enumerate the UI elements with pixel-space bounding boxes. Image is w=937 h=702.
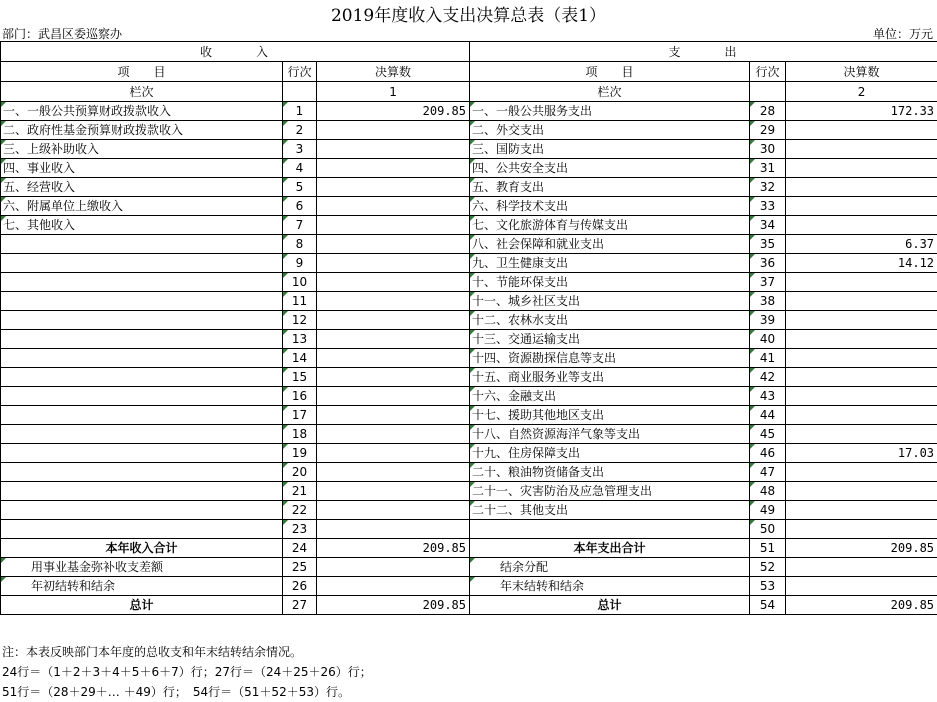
income-row-number[interactable]: 8: [283, 235, 317, 254]
income-amount[interactable]: [317, 140, 470, 159]
income-grand-total-label[interactable]: 总计: [1, 596, 283, 615]
expense-item-label[interactable]: [470, 520, 750, 539]
income-item-label[interactable]: [1, 444, 283, 463]
expense-amount[interactable]: [786, 463, 937, 482]
table-row: [1, 235, 937, 254]
notes: [0, 642, 937, 702]
income-year-total-amount[interactable]: 209.85: [317, 539, 470, 558]
income-item-label[interactable]: [1, 387, 283, 406]
income-item-label[interactable]: [1, 235, 283, 254]
expense-amount[interactable]: 14.12: [786, 254, 937, 273]
expense-amount[interactable]: [786, 482, 937, 501]
income-amount-header[interactable]: 决算数: [317, 62, 470, 82]
income-amount[interactable]: [317, 463, 470, 482]
expense-amount[interactable]: [786, 292, 937, 311]
expense-amount[interactable]: [786, 349, 937, 368]
expense-item-label[interactable]: 十二、农林水支出: [470, 311, 750, 330]
expense-distribution-amount[interactable]: [786, 558, 937, 577]
income-row-number[interactable]: 21: [283, 482, 317, 501]
income-amount[interactable]: [317, 254, 470, 273]
expense-item-label[interactable]: 十三、交通运输支出: [470, 330, 750, 349]
table-row: [1, 178, 937, 197]
expense-amount[interactable]: [786, 387, 937, 406]
income-row-number[interactable]: 11: [283, 292, 317, 311]
income-lanci-label[interactable]: 栏次: [1, 82, 283, 102]
expense-row-number[interactable]: 30: [750, 140, 786, 159]
expense-item-label[interactable]: 十一、城乡社区支出: [470, 292, 750, 311]
income-item-label[interactable]: [1, 330, 283, 349]
income-row-number[interactable]: 13: [283, 330, 317, 349]
expense-row-number[interactable]: 49: [750, 501, 786, 520]
expense-row-number[interactable]: 28: [750, 102, 786, 121]
expense-row-number[interactable]: 40: [750, 330, 786, 349]
expense-item-label[interactable]: 十八、自然资源海洋气象等支出: [470, 425, 750, 444]
income-col-number[interactable]: 1: [317, 82, 470, 102]
expense-distribution-label[interactable]: 结余分配: [470, 558, 750, 577]
income-amount[interactable]: [317, 197, 470, 216]
expense-row-number[interactable]: 33: [750, 197, 786, 216]
grid-wrapper: [0, 41, 937, 615]
expense-grand-total-label[interactable]: 总计: [470, 596, 750, 615]
expense-end-balance-row[interactable]: 53: [750, 577, 786, 596]
expense-item-label[interactable]: 二十一、灾害防治及应急管理支出: [470, 482, 750, 501]
income-amount[interactable]: [317, 444, 470, 463]
table-row: [1, 121, 937, 140]
expense-row-number[interactable]: 32: [750, 178, 786, 197]
income-fund-label[interactable]: 用事业基金弥补收支差额: [1, 558, 283, 577]
table-row: [1, 501, 937, 520]
income-amount[interactable]: [317, 501, 470, 520]
income-row-number[interactable]: 1: [283, 102, 317, 121]
income-item-label[interactable]: 一、一般公共预算财政拨款收入: [1, 102, 283, 121]
income-amount[interactable]: [317, 520, 470, 539]
expense-amount[interactable]: 172.33: [786, 102, 937, 121]
income-amount[interactable]: [317, 216, 470, 235]
expense-item-label[interactable]: 十九、住房保障支出: [470, 444, 750, 463]
income-amount[interactable]: 209.85: [317, 102, 470, 121]
table-row: [1, 368, 937, 387]
income-begin-balance-row[interactable]: 26: [283, 577, 317, 596]
income-item-header[interactable]: 项 目: [1, 62, 283, 82]
expense-amount[interactable]: [786, 121, 937, 140]
income-amount[interactable]: [317, 159, 470, 178]
income-row-number[interactable]: 15: [283, 368, 317, 387]
income-amount[interactable]: [317, 406, 470, 425]
expense-amount[interactable]: [786, 406, 937, 425]
income-item-label[interactable]: [1, 482, 283, 501]
income-item-label[interactable]: 三、上级补助收入: [1, 140, 283, 159]
expense-grand-total-amount[interactable]: 209.85: [786, 596, 937, 615]
income-item-label[interactable]: 六、附属单位上缴收入: [1, 197, 283, 216]
income-row-number[interactable]: 6: [283, 197, 317, 216]
note-line[interactable]: 注：本表反映部门本年度的总收支和年末结转结余情况。: [0, 642, 937, 662]
table-row: [1, 140, 937, 159]
expense-amount[interactable]: [786, 197, 937, 216]
income-row-number[interactable]: 20: [283, 463, 317, 482]
table-row: [1, 463, 937, 482]
income-begin-balance-amount[interactable]: [317, 577, 470, 596]
table-row: [1, 349, 937, 368]
expense-item-label[interactable]: 十、节能环保支出: [470, 273, 750, 292]
table-row: [1, 216, 937, 235]
income-item-label[interactable]: [1, 254, 283, 273]
expense-row-number[interactable]: 46: [750, 444, 786, 463]
table-row: [1, 406, 937, 425]
income-item-label[interactable]: [1, 501, 283, 520]
income-item-label[interactable]: [1, 273, 283, 292]
budget-table: [0, 41, 937, 615]
expense-amount[interactable]: [786, 159, 937, 178]
expense-amount[interactable]: 17.03: [786, 444, 937, 463]
expense-amount[interactable]: [786, 178, 937, 197]
expense-amount[interactable]: [786, 501, 937, 520]
income-row-header[interactable]: 行次: [283, 62, 317, 82]
income-grand-total-row[interactable]: 27: [283, 596, 317, 615]
expense-row-number[interactable]: 34: [750, 216, 786, 235]
expense-lanci-blank[interactable]: [750, 82, 786, 102]
table-row: [1, 273, 937, 292]
expense-row-number[interactable]: 31: [750, 159, 786, 178]
expense-row-number[interactable]: 43: [750, 387, 786, 406]
expense-amount-header[interactable]: 决算数: [786, 62, 937, 82]
expense-lanci-label[interactable]: 栏次: [470, 82, 750, 102]
expense-row-number[interactable]: 37: [750, 273, 786, 292]
income-section-header[interactable]: 收 入: [1, 42, 470, 62]
table-row: [1, 520, 937, 539]
income-item-label[interactable]: [1, 520, 283, 539]
income-row-number[interactable]: 19: [283, 444, 317, 463]
expense-amount[interactable]: [786, 311, 937, 330]
income-row-number[interactable]: 10: [283, 273, 317, 292]
income-year-total-label[interactable]: 本年收入合计: [1, 539, 283, 558]
income-amount[interactable]: [317, 273, 470, 292]
income-item-label[interactable]: 四、事业收入: [1, 159, 283, 178]
expense-amount[interactable]: [786, 330, 937, 349]
income-begin-balance-label[interactable]: 年初结转和结余: [1, 577, 283, 596]
table-title: 2019年度收入支出决算总表（表1）: [0, 4, 937, 28]
income-lanci-blank[interactable]: [283, 82, 317, 102]
expense-distribution-row[interactable]: 52: [750, 558, 786, 577]
income-amount[interactable]: [317, 292, 470, 311]
income-row-number[interactable]: 18: [283, 425, 317, 444]
expense-amount[interactable]: 6.37: [786, 235, 937, 254]
table-row: [1, 482, 937, 501]
income-row-number[interactable]: 16: [283, 387, 317, 406]
income-fund-amount[interactable]: [317, 558, 470, 577]
table-row: [1, 311, 937, 330]
income-row-number[interactable]: 12: [283, 311, 317, 330]
expense-item-label[interactable]: 五、教育支出: [470, 178, 750, 197]
table-row: [1, 387, 937, 406]
income-year-total-row[interactable]: 24: [283, 539, 317, 558]
expense-row-number[interactable]: 39: [750, 311, 786, 330]
income-item-label[interactable]: [1, 349, 283, 368]
expense-year-total-label[interactable]: 本年支出合计: [470, 539, 750, 558]
income-row-number[interactable]: 5: [283, 178, 317, 197]
expense-item-label[interactable]: 六、科学技术支出: [470, 197, 750, 216]
income-amount[interactable]: [317, 349, 470, 368]
expense-item-label[interactable]: 二十、粮油物资储备支出: [470, 463, 750, 482]
note-line[interactable]: 51行＝（28＋29＋… ＋49）行； 54行＝（51＋52＋53）行。: [0, 682, 937, 702]
income-row-number[interactable]: 9: [283, 254, 317, 273]
expense-item-label[interactable]: 十七、援助其他地区支出: [470, 406, 750, 425]
income-row-number[interactable]: 2: [283, 121, 317, 140]
expense-amount[interactable]: [786, 425, 937, 444]
expense-item-label[interactable]: 七、文化旅游体育与传媒支出: [470, 216, 750, 235]
expense-row-number[interactable]: 35: [750, 235, 786, 254]
expense-item-label[interactable]: 四、公共安全支出: [470, 159, 750, 178]
expense-row-number[interactable]: 36: [750, 254, 786, 273]
expense-item-label[interactable]: 十四、资源勘探信息等支出: [470, 349, 750, 368]
expense-grand-total-row[interactable]: 54: [750, 596, 786, 615]
income-row-number[interactable]: 7: [283, 216, 317, 235]
expense-amount[interactable]: [786, 368, 937, 387]
expense-item-label[interactable]: 八、社会保障和就业支出: [470, 235, 750, 254]
income-item-label[interactable]: [1, 292, 283, 311]
expense-amount[interactable]: [786, 520, 937, 539]
income-row-number[interactable]: 4: [283, 159, 317, 178]
expense-row-number[interactable]: 29: [750, 121, 786, 140]
expense-item-label[interactable]: 三、国防支出: [470, 140, 750, 159]
table-row: [1, 197, 937, 216]
expense-row-number[interactable]: 50: [750, 520, 786, 539]
expense-amount[interactable]: [786, 273, 937, 292]
income-row-number[interactable]: 14: [283, 349, 317, 368]
expense-row-number[interactable]: 45: [750, 425, 786, 444]
income-amount[interactable]: [317, 121, 470, 140]
table-row: [1, 292, 937, 311]
note-line[interactable]: 24行＝（1＋2＋3＋4＋5＋6＋7）行；27行＝（24＋25＋26）行；: [0, 662, 937, 682]
income-amount[interactable]: [317, 330, 470, 349]
income-grand-total-amount[interactable]: 209.85: [317, 596, 470, 615]
table-row: [1, 444, 937, 463]
expense-row-number[interactable]: 42: [750, 368, 786, 387]
income-item-label[interactable]: [1, 463, 283, 482]
expense-row-number[interactable]: 38: [750, 292, 786, 311]
income-row-number[interactable]: 22: [283, 501, 317, 520]
income-item-label[interactable]: [1, 311, 283, 330]
expense-item-label[interactable]: 十六、金融支出: [470, 387, 750, 406]
expense-row-number[interactable]: 48: [750, 482, 786, 501]
expense-row-number[interactable]: 41: [750, 349, 786, 368]
expense-amount[interactable]: [786, 216, 937, 235]
expense-amount[interactable]: [786, 140, 937, 159]
expense-row-number[interactable]: 47: [750, 463, 786, 482]
expense-year-total-amount[interactable]: 209.85: [786, 539, 937, 558]
income-amount[interactable]: [317, 387, 470, 406]
income-amount[interactable]: [317, 368, 470, 387]
expense-col-number[interactable]: 2: [786, 82, 937, 102]
table-row: [1, 330, 937, 349]
unit-label: 单位：万元: [873, 27, 933, 41]
expense-item-label[interactable]: 一、一般公共服务支出: [470, 102, 750, 121]
income-item-label[interactable]: [1, 406, 283, 425]
expense-row-number[interactable]: 44: [750, 406, 786, 425]
income-amount[interactable]: [317, 235, 470, 254]
table-row: [1, 159, 937, 178]
table-row: [1, 102, 937, 121]
expense-year-total-row[interactable]: 51: [750, 539, 786, 558]
income-item-label[interactable]: 二、政府性基金预算财政拨款收入: [1, 121, 283, 140]
income-row-number[interactable]: 23: [283, 520, 317, 539]
income-amount[interactable]: [317, 178, 470, 197]
income-item-label[interactable]: [1, 368, 283, 387]
income-row-number[interactable]: 3: [283, 140, 317, 159]
income-fund-row[interactable]: 25: [283, 558, 317, 577]
income-amount[interactable]: [317, 425, 470, 444]
income-item-label[interactable]: [1, 425, 283, 444]
income-item-label[interactable]: 七、其他收入: [1, 216, 283, 235]
expense-section-header[interactable]: 支 出: [470, 42, 937, 62]
department-label: 部门：武昌区委巡察办: [2, 27, 122, 41]
income-amount[interactable]: [317, 482, 470, 501]
expense-item-label[interactable]: 十五、商业服务业等支出: [470, 368, 750, 387]
expense-row-header[interactable]: 行次: [750, 62, 786, 82]
table-row: [1, 254, 937, 273]
expense-end-balance-label[interactable]: 年末结转和结余: [470, 577, 750, 596]
income-item-label[interactable]: 五、经营收入: [1, 178, 283, 197]
income-row-number[interactable]: 17: [283, 406, 317, 425]
expense-end-balance-amount[interactable]: [786, 577, 937, 596]
income-amount[interactable]: [317, 311, 470, 330]
expense-item-label[interactable]: 九、卫生健康支出: [470, 254, 750, 273]
expense-item-header[interactable]: 项 目: [470, 62, 750, 82]
expense-item-label[interactable]: 二十二、其他支出: [470, 501, 750, 520]
expense-item-label[interactable]: 二、外交支出: [470, 121, 750, 140]
table-row: [1, 425, 937, 444]
